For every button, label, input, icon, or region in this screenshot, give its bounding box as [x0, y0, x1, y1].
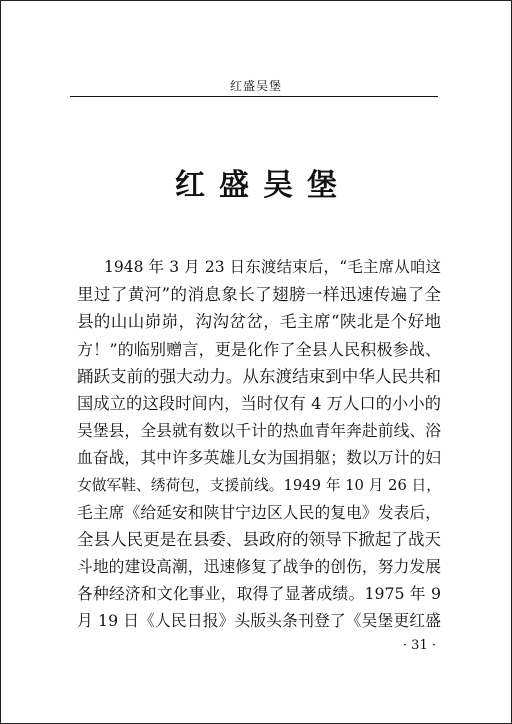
body-line: 县的山山峁峁，沟沟岔岔，毛主席“陕北是个好地 [77, 312, 441, 332]
body-line: 踊跃支前的强大动力。从东渡结束到中华人民共和 [77, 366, 441, 386]
body-line: 国成立的这段时间内，当时仅有 4 万人口的小小的 [77, 393, 441, 413]
body-line: 吴堡县，全县就有数以千计的热血青年奔赴前线、浴 [77, 421, 441, 441]
body-line: 1948 年 3 月 23 日东渡结束后，“毛主席从咱这 [104, 258, 441, 276]
body-line: 毛主席《给延安和陕甘宁边区人民的复电》发表后， [77, 502, 441, 522]
body-line: 血奋战，其中许多英雄儿女为国捐躯；数以万计的妇 [77, 448, 441, 468]
body-line: 斗地的建设高潮，迅速修复了战争的创伤，努力发展 [77, 557, 441, 577]
chapter-title: 红盛吴堡 [175, 168, 351, 203]
body-line: 月 19 日《人民日报》头版头条刊登了《吴堡更红盛 [77, 611, 441, 631]
running-header: 红盛吴堡 [229, 79, 282, 93]
body-text [77, 254, 441, 635]
page-number: · 31 · [402, 638, 436, 653]
body-line: 女做军鞋、绣荷包，支援前线。1949 年 10 月 26 日， [77, 476, 442, 494]
body-line: 方！”的临别赠言，更是化作了全县人民积极参战、 [77, 339, 441, 359]
body-line: 里过了黄河”的消息象长了翅膀一样迅速传遍了全 [77, 285, 441, 305]
header-rule [70, 96, 438, 97]
body-line: 全县人民更是在县委、县政府的领导下掀起了战天 [77, 529, 441, 549]
body-line: 各种经济和文化事业，取得了显著成绩。1975 年 9 [77, 584, 441, 604]
